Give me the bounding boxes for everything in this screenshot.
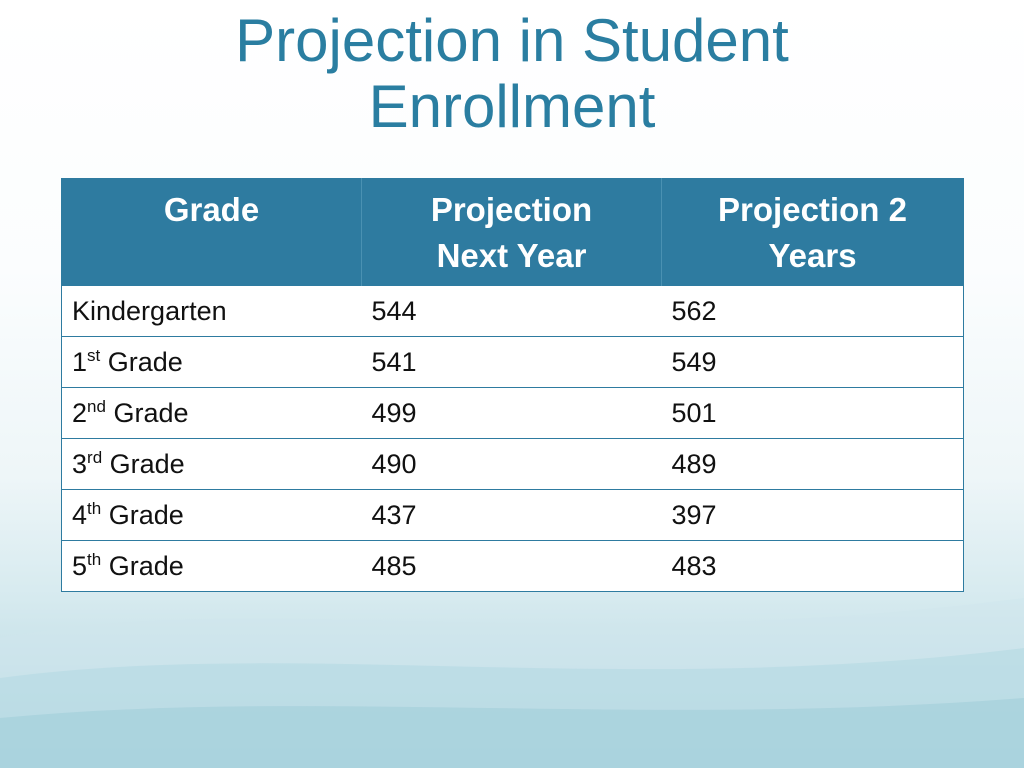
grade-suffix: Grade [105, 397, 189, 428]
enrollment-table [61, 178, 964, 592]
table-row [62, 439, 964, 490]
grade-label: Kindergarten [72, 295, 227, 326]
next-year-cell: 485 [362, 541, 662, 592]
grade-ordinal: th [87, 498, 102, 518]
two-years-cell: 397 [662, 490, 964, 541]
grade-cell [62, 439, 362, 490]
grade-ordinal: nd [87, 396, 106, 416]
grade-suffix: Grade [101, 550, 184, 581]
header-two-years-line-2: Years [768, 237, 857, 274]
next-year-cell: 490 [362, 439, 662, 490]
two-years-cell: 501 [662, 388, 964, 439]
slide-title [0, 8, 1024, 140]
next-year-cell: 499 [362, 388, 662, 439]
slide-title-line-2: Enrollment [368, 73, 656, 140]
grade-label: 5 [72, 550, 88, 581]
header-two-years-line-1: Projection 2 [718, 191, 907, 228]
grade-cell [62, 286, 362, 337]
two-years-cell: 549 [662, 337, 964, 388]
grade-cell [62, 490, 362, 541]
next-year-cell: 541 [362, 337, 662, 388]
header-grade [62, 179, 362, 286]
header-next-year-line-2: Next Year [436, 237, 587, 274]
grade-cell [62, 541, 362, 592]
grade-suffix: Grade [102, 448, 185, 479]
grade-cell [62, 337, 362, 388]
grade-cell [62, 388, 362, 439]
next-year-cell: 437 [362, 490, 662, 541]
header-projection-next-year [362, 179, 662, 286]
table-row [62, 541, 964, 592]
table-header-row [62, 179, 964, 286]
header-projection-two-years [662, 179, 964, 286]
table-row [62, 490, 964, 541]
grade-suffix: Grade [101, 499, 184, 530]
table-row [62, 286, 964, 337]
table-row [62, 337, 964, 388]
two-years-cell: 489 [662, 439, 964, 490]
slide-title-line-1: Projection in Student [235, 7, 789, 74]
grade-label: 2 [72, 397, 88, 428]
grade-label: 3 [72, 448, 88, 479]
table-row [62, 388, 964, 439]
grade-ordinal: st [87, 345, 101, 365]
grade-label: 4 [72, 499, 88, 530]
two-years-cell: 562 [662, 286, 964, 337]
grade-label: 1 [72, 346, 88, 377]
next-year-cell: 544 [362, 286, 662, 337]
two-years-cell: 483 [662, 541, 964, 592]
grade-ordinal: th [87, 549, 102, 569]
grade-suffix: Grade [100, 346, 183, 377]
header-next-year-line-1: Projection [430, 191, 593, 228]
header-grade-label: Grade [163, 191, 260, 228]
grade-ordinal: rd [87, 447, 103, 467]
